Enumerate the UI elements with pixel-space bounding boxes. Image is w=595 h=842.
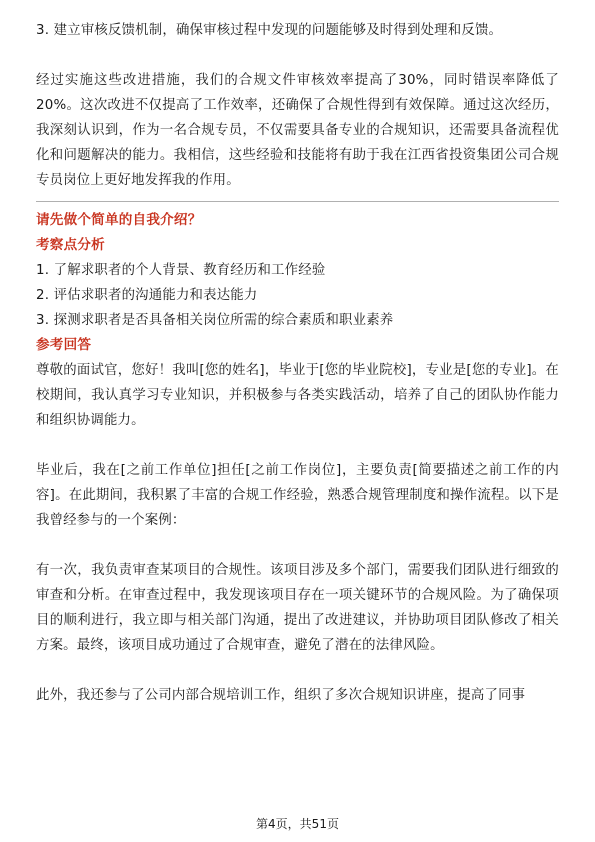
spacer: [36, 533, 559, 558]
spacer: [36, 658, 559, 683]
summary-paragraph: 经过实施这些改进措施，我们的合规文件审核效率提高了30%，同时错误率降低了20%。这次改进不仅提高了工作效率，还确保了合规性得到有效保障。通过这次经历，我深刻认识到，作为一名合规专员，不仅需要具备专业的合规知识，还需要具备流程优化和问题解决的能力。我相信，这些经验和技能将有助于我在江西省投资集团公司合规专员岗位上更好地发挥我的作用。: [36, 73, 559, 188]
section-divider: [36, 201, 559, 202]
answer-paragraph-1: 尊敬的面试官，您好！我叫[您的姓名]，毕业于[您的毕业院校]，专业是[您的专业]。在校期间，我认真学习专业知识，并积极参与各类实践活动，培养了自己的团队协作能力和组织协调能力。: [36, 363, 559, 428]
answer-paragraph-4: 此外，我还参与了公司内部合规培训工作，组织了多次合规知识讲座，提高了同事: [36, 688, 526, 703]
spacer: [36, 433, 559, 458]
analysis-point-3: 3. 探测求职者是否具备相关岗位所需的综合素质和职业素养: [36, 313, 394, 328]
improvement-item-3: 3. 建立审核反馈机制，确保审核过程中发现的问题能够及时得到处理和反馈。: [36, 23, 503, 38]
answer-paragraph-2: 毕业后，我在[之前工作单位]担任[之前工作岗位]，主要负责[简要描述之前工作的内容]。在此期间，我积累了丰富的合规工作经验，熟悉合规管理制度和操作流程。以下是我曾经参与的一个案例：: [36, 463, 559, 528]
answer-paragraph-3: 有一次，我负责审查某项目的合规性。该项目涉及多个部门，需要我们团队进行细致的审查和分析。在审查过程中，我发现该项目存在一项关键环节的合规风险。为了确保项目的顺利进行，我立即与相关部门沟通，提出了改进建议，并协助项目团队修改了相关方案。最终，该项目成功通过了合规审查，避免了潜在的法律风险。: [36, 563, 559, 653]
spacer: [36, 43, 559, 68]
document-page: [36, 18, 559, 708]
answer-heading: 参考回答: [36, 337, 92, 353]
analysis-heading: 考察点分析: [36, 237, 105, 253]
question-title: 请先做个简单的自我介绍？: [36, 212, 202, 228]
page-number: 第4页，共51页: [256, 817, 339, 831]
analysis-point-2: 2. 评估求职者的沟通能力和表达能力: [36, 288, 258, 303]
analysis-point-1: 1. 了解求职者的个人背景、教育经历和工作经验: [36, 263, 326, 278]
